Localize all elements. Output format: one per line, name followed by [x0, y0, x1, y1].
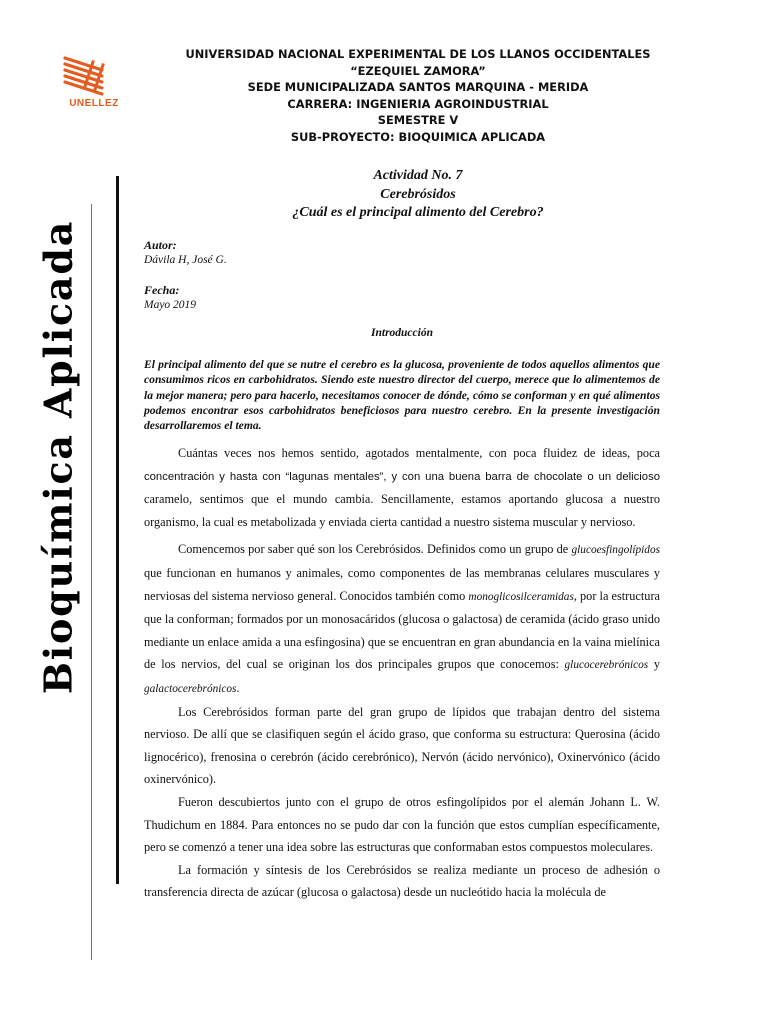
header-line: SUB-PROYECTO: BIOQUIMICA APLICADA	[290, 129, 546, 144]
activity-number: Actividad No. 7	[373, 168, 463, 183]
header-line: UNIVERSIDAD NACIONAL EXPERIMENTAL DE LOS LLANOS OCCIDENTALES	[185, 47, 651, 61]
date-value: Mayo 2019	[144, 299, 197, 311]
vertical-divider	[116, 176, 119, 884]
paragraph-text: .	[236, 680, 240, 695]
paragraph-text: , por la estructura que la conforman; formados por un monosacáridos (glucosa o galactosa) de ceramida (ácido graso unido mediante un enlace amida a una esfingosina) que se encuentran en gran abundancia en la vaina mielínica de los nervios, del cual se originan los dos principales grupos que conocemos:	[144, 588, 661, 672]
term: monoglicosilceramidas	[468, 590, 574, 603]
header-line: CARRERA: INGENIERIA AGROINDUSTRIAL	[287, 96, 549, 111]
activity-title	[150, 167, 686, 223]
logo-text: UNELLEZ	[69, 98, 119, 109]
activity-topic: Cerebrósidos	[380, 186, 456, 202]
vertical-title-text: Bioquímica Aplicada	[35, 219, 81, 695]
paragraph-text: Cuántas veces nos hemos sentido, agotados mentalmente, con poca fluidez de ideas, poca	[178, 446, 660, 460]
author-label: Autor:	[144, 238, 177, 252]
activity-question: ¿Cuál es el principal alimento del Cerebro?	[292, 205, 544, 220]
paragraph-text: que funcionan en humanos y animales, como componentes de las membranas celulares musculares y nerviosas del sistema nervioso general. Conocidos también como	[144, 565, 660, 603]
red-margin-line	[91, 204, 92, 960]
institution-header	[150, 46, 686, 146]
abstract-paragraph: El principal alimento del que se nutre el cerebro es la glucosa, proveniente de todos aquellos alimentos que consumimos ricos en carbohidratos. Siendo este nuestro director del cuerpo, merece que lo alimentemos de la mejor manera; pero para hacerlo, necesitamos conocer de dónde, cómo se conforman y en qué alimentos podemos encontrar esos carbohidratos beneficiosos para nuestro cerebro. En la presente investigación desarrollaremos el tema.	[144, 358, 660, 433]
section-title: Introducción	[371, 327, 433, 339]
paragraph-text: Comencemos por saber qué son los Cerebrósidos. Definidos como un grupo de	[178, 542, 569, 557]
paragraph	[144, 442, 660, 533]
paragraph-text: caramelo, sentimos que el mundo cambia. Sencillamente, estamos aportando glucosa a nuestro organismo, la cual es metabolizada y enviada cierta cantidad a nuestro sistema muscular y nervioso.	[144, 492, 660, 529]
term: glucoesfingolípidos	[571, 544, 661, 557]
author-name: Dávila H, José G.	[144, 254, 227, 266]
paragraph-text: concentración y hasta con “lagunas mentales”, y con una buena barra de chocolate o un delicioso	[144, 470, 660, 483]
header-line: SEDE MUNICIPALIZADA SANTOS MARQUINA - MERIDA	[247, 80, 589, 95]
paragraph: La formación y síntesis de los Cerebrósidos se realiza mediante un proceso de adhesión o transferencia directa de azúcar (glucosa o galactosa) desde un nucleótido hacia la molécula de	[144, 862, 660, 900]
header-line: “EZEQUIEL ZAMORA”	[350, 63, 486, 78]
vertical-title	[34, 212, 82, 702]
term: glucocerebrónicos	[564, 659, 649, 672]
paragraph: Los Cerebrósidos forman parte del gran grupo de lípidos que trabajan dentro del sistema nervioso. De allí que se clasifiquen según el ácido graso, que conforma su estructura: Querosina (ácido lignocérico), frenosina o cerebrón (ácido cerebrónico), Nervón (ácido nervónico), Oxinervónico (ácido oxinervónico).	[144, 704, 660, 787]
paragraph	[144, 538, 660, 700]
document-body	[144, 442, 660, 904]
paragraph: Fueron descubiertos junto con el grupo de otros esfingolípidos por el alemán Johann L. W. Thudichum en 1884. Para entonces no se pudo dar con la función que estos cumplían específicamente, pero se comenzó a tener una idea sobre las estructuras que conformaban estos compuestos moleculares.	[144, 794, 660, 855]
date-label: Fecha:	[144, 283, 180, 297]
header-line: SEMESTRE V	[377, 113, 459, 128]
paragraph-text: y	[648, 657, 660, 672]
term: galactocerebrónicos	[144, 682, 237, 695]
